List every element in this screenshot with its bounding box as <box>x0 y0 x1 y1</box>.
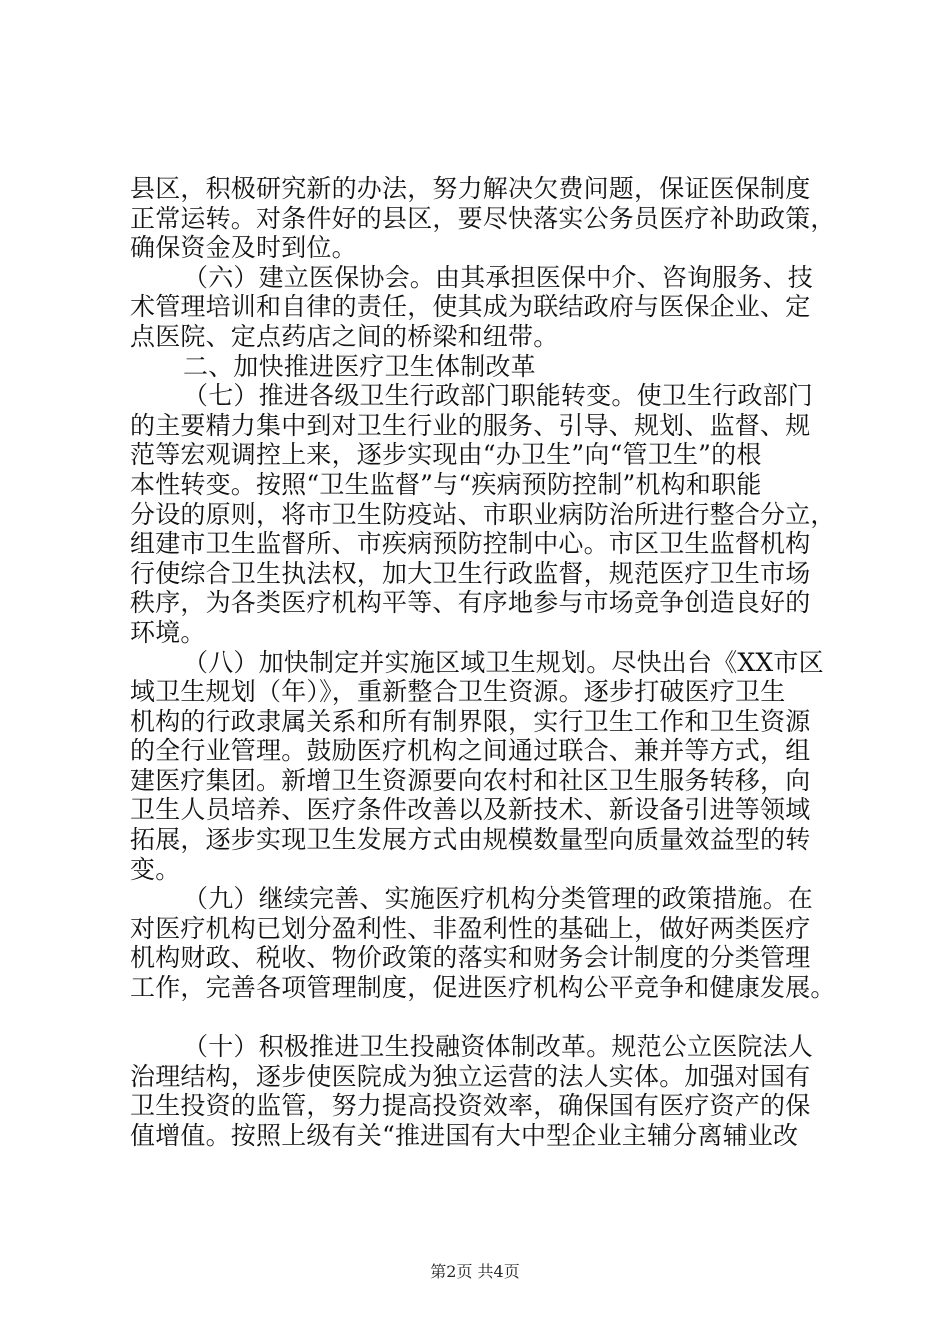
text-line: 的主要精力集中到对卫生行业的服务、引导、规划、监督、规 <box>130 410 811 440</box>
text-line: 确保资金及时到位。 <box>130 233 357 263</box>
text-line: 分设的原则，将市卫生防疫站、市职业病防治所进行整合分立， <box>130 499 836 529</box>
text-line: 卫生投资的监管，努力提高投资效率，确保国有医疗资产的保 <box>130 1091 811 1121</box>
text-line: 术管理培训和自律的责任，使其成为联结政府与医保企业、定 <box>130 292 811 322</box>
text-line: 环境。 <box>130 617 206 647</box>
text-line: 工作，完善各项管理制度，促进医疗机构公平竞争和健康发展。 <box>130 973 836 1003</box>
text-line: （七）推进各级卫生行政部门职能转变。使卫生行政部门 <box>183 381 814 411</box>
text-line: （八）加快制定并实施区域卫生规划。尽快出台《XX市区 <box>183 647 824 677</box>
text-line: 组建市卫生监督所、市疾病预防控制中心。市区卫生监督机构 <box>130 529 811 559</box>
text-line: 行使综合卫生执法权，加大卫生行政监督，规范医疗卫生市场 <box>130 558 811 588</box>
text-line: （十）积极推进卫生投融资体制改革。规范公立医院法人 <box>183 1032 814 1062</box>
text-line: 秩序，为各类医疗机构平等、有序地参与市场竞争创造良好的 <box>130 588 811 618</box>
text-line: 对医疗机构已划分盈利性、非盈利性的基础上，做好两类医疗 <box>130 913 811 943</box>
text-line: 本性转变。按照“卫生监督”与“疾病预防控制”机构和职能 <box>130 469 762 499</box>
page-footer <box>0 1262 950 1282</box>
text-line: （九）继续完善、实施医疗机构分类管理的政策措施。在 <box>183 884 814 914</box>
text-line: 点医院、定点药店之间的桥梁和纽带。 <box>130 321 559 351</box>
text-line: （六）建立医保协会。由其承担医保中介、咨询服务、技 <box>183 262 814 292</box>
text-line: 卫生人员培养、医疗条件改善以及新技术、新设备引进等领域 <box>130 795 811 825</box>
text-line: 正常运转。对条件好的县区，要尽快落实公务员医疗补助政策， <box>130 203 836 233</box>
document-body <box>130 174 836 1151</box>
text-line: 治理结构，逐步使医院成为独立运营的法人实体。加强对国有 <box>130 1061 811 1091</box>
text-line: 机构财政、税收、物价政策的落实和财务会计制度的分类管理 <box>130 943 811 973</box>
text-line: 值增值。按照上级有关“推进国有大中型企业主辅分离辅业改 <box>130 1121 799 1150</box>
text-line: 拓展，逐步实现卫生发展方式由规模数量型向质量效益型的转 <box>130 825 811 855</box>
text-line: 机构的行政隶属关系和所有制界限，实行卫生工作和卫生资源 <box>130 706 811 736</box>
text-line: 的全行业管理。鼓励医疗机构之间通过联合、兼并等方式，组 <box>130 736 811 766</box>
text-line: 二、加快推进医疗卫生体制改革 <box>183 351 536 381</box>
page-number-label: 第2页 共4页 <box>430 1262 520 1281</box>
text-line: 范等宏观调控上来，逐步实现由“办卫生”向“管卫生”的根 <box>130 440 762 470</box>
blank-line <box>130 1003 830 1033</box>
text-line: 域卫生规划（年）》，重新整合卫生资源。逐步打破医疗卫生 <box>130 677 786 707</box>
text-line: 建医疗集团。新增卫生资源要向农村和社区卫生服务转移，向 <box>130 765 811 795</box>
text-line: 变。 <box>130 854 181 884</box>
text-line: 县区，积极研究新的办法，努力解决欠费问题，保证医保制度 <box>130 174 811 203</box>
